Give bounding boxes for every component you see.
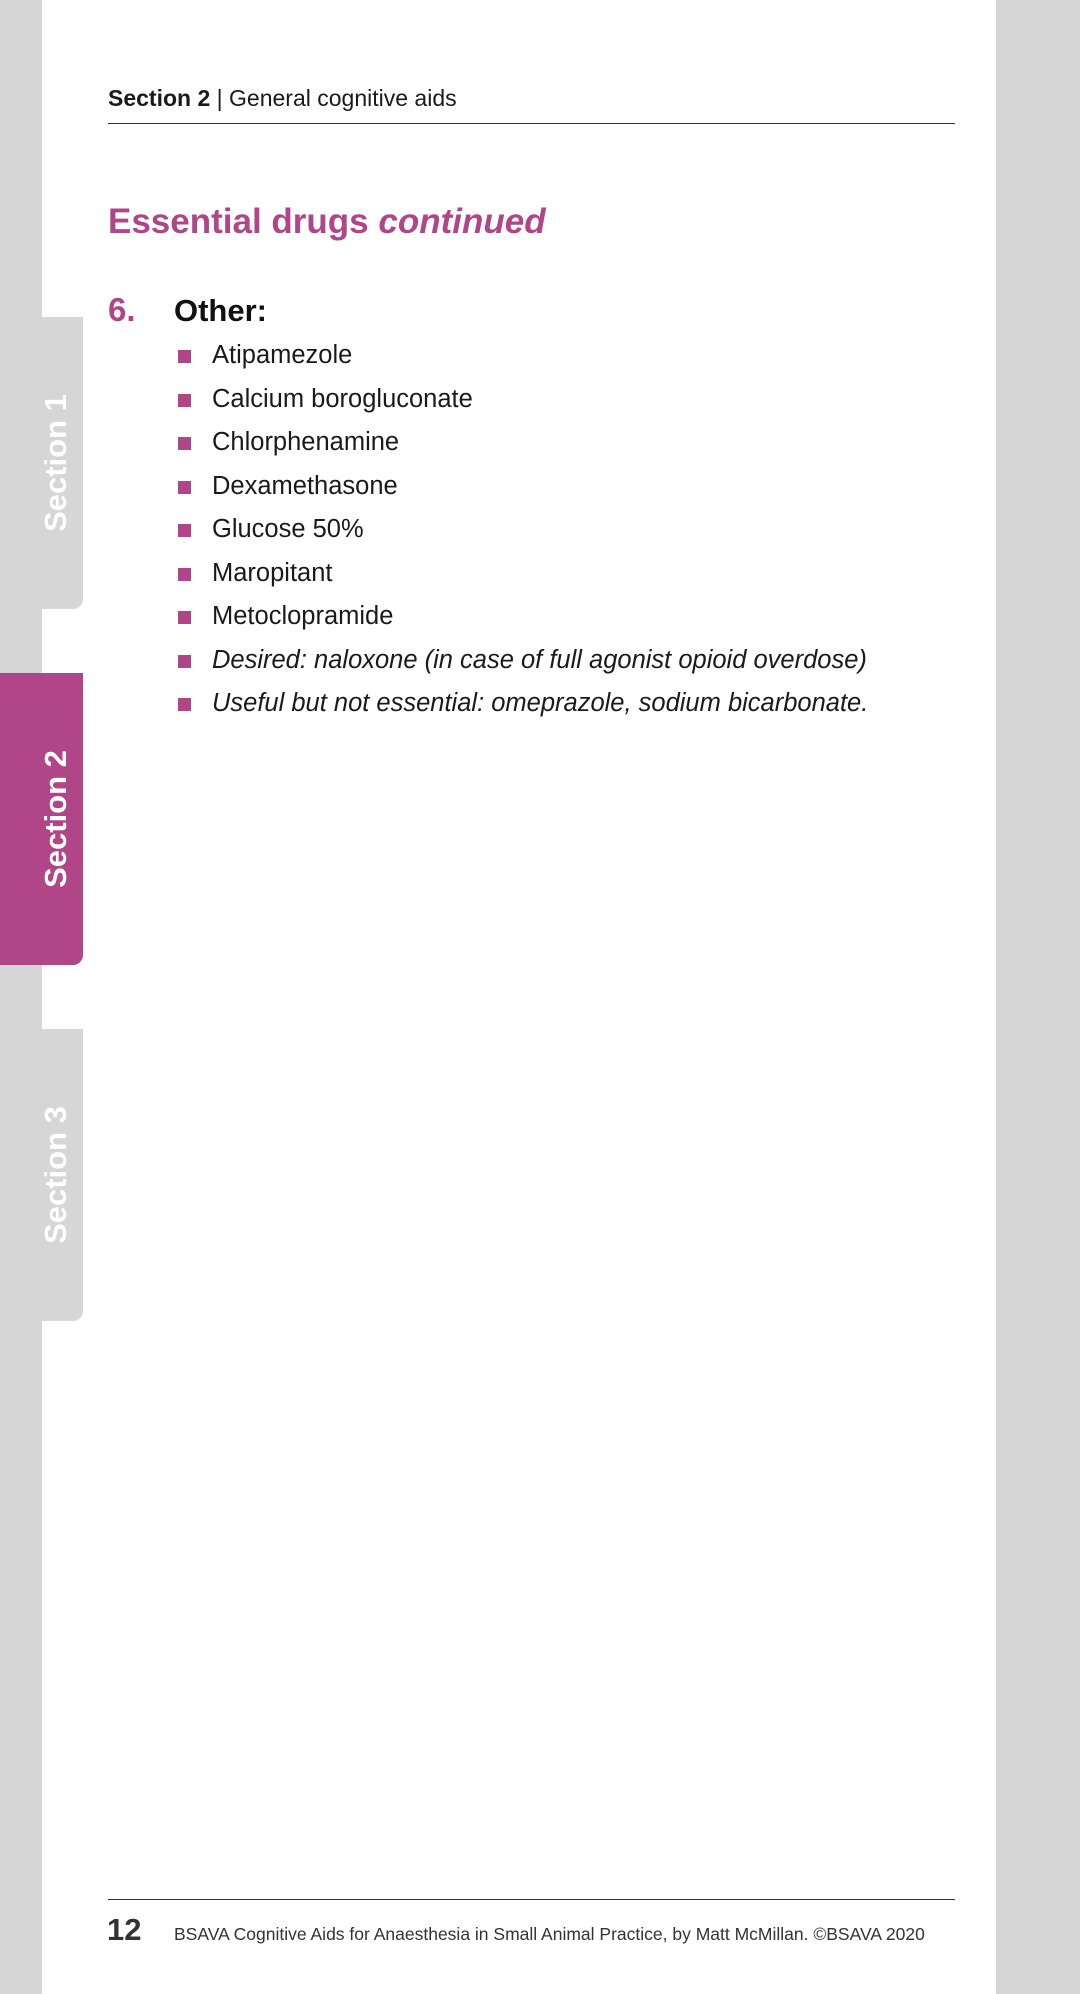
square-bullet-icon [178,698,191,711]
header-divider [108,123,955,124]
header-section: Section 2 [108,85,211,111]
running-header [108,82,955,114]
list-item [178,425,938,460]
square-bullet-icon [178,611,191,624]
footer-divider [108,1899,955,1900]
list-item [178,643,938,678]
list-item-text: Chlorphenamine [212,428,400,456]
list-item [178,512,938,547]
list-item [178,469,938,504]
header-separator: | [210,85,230,111]
square-bullet-icon [178,524,191,537]
list-item-text: Atipamezole [212,341,353,369]
tab-section-1[interactable] [0,317,83,609]
page-number: 12 [107,1912,142,1947]
list-item-text: Metoclopramide [212,602,394,630]
list-item [178,382,938,417]
page-title [108,198,546,246]
list-item [178,556,938,591]
page-title-emphasis: continued [378,202,546,241]
square-bullet-icon [178,394,191,407]
tab-section-2[interactable] [0,673,83,965]
square-bullet-icon [178,437,191,450]
tab-section-1-label: Section 1 [38,394,73,532]
drug-list [178,338,938,730]
page-title-main: Essential drugs [108,202,379,241]
list-item-text: Dexamethasone [212,471,398,500]
list-item-text: Maropitant [212,558,333,587]
list-item [178,686,938,721]
list-item-text: Desired: naloxone (in case of full agonist opioid overdose) [212,645,867,674]
square-bullet-icon [178,350,191,363]
item-heading: Other: [174,293,267,328]
list-item-text: Calcium borogluconate [212,384,473,413]
list-item [178,338,938,373]
footer-citation: BSAVA Cognitive Aids for Anaesthesia in Small Animal Practice, by Matt McMillan. ©BSAVA 2020 [174,1924,925,1944]
tab-section-3-label: Section 3 [38,1106,73,1244]
item-number: 6. [108,291,136,328]
square-bullet-icon [178,568,191,581]
list-item-text: Glucose 50% [212,515,364,543]
square-bullet-icon [178,655,191,668]
square-bullet-icon [178,481,191,494]
header-subtitle: General cognitive aids [229,85,457,111]
list-item-text: Useful but not essential: omeprazole, sodium bicarbonate. [212,689,869,717]
list-item [178,599,938,634]
tab-section-2-label: Section 2 [38,750,73,888]
tab-section-3[interactable] [0,1029,83,1321]
